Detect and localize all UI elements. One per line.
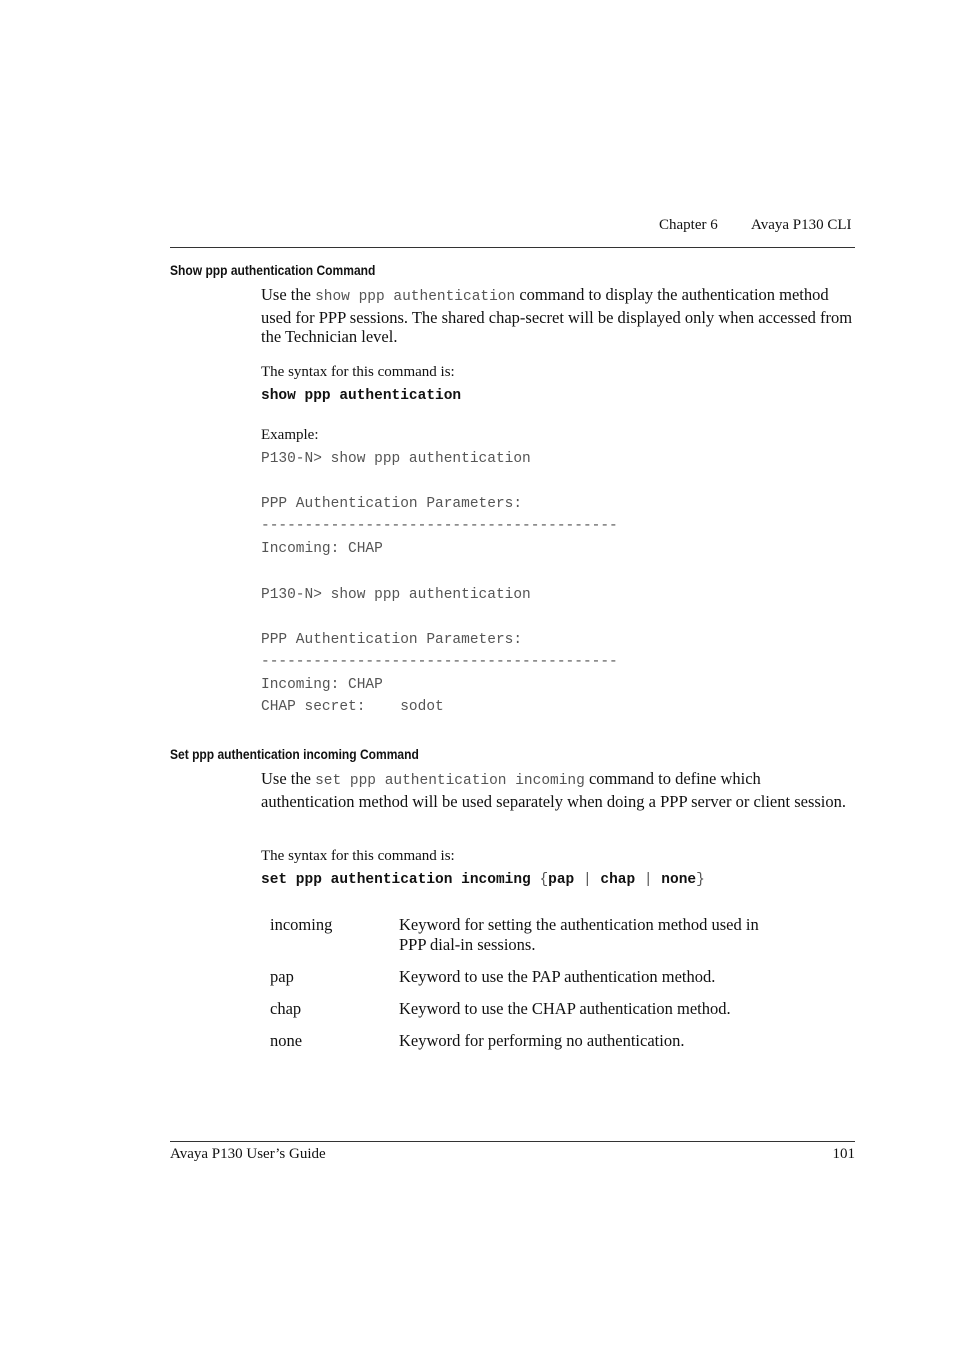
syntax-label: The syntax for this command is: bbox=[261, 848, 455, 864]
code-line: PPP Authentication Parameters: bbox=[261, 632, 523, 648]
syntax-separator: | bbox=[635, 872, 662, 888]
syntax-separator: | bbox=[574, 872, 601, 888]
header-rule bbox=[170, 247, 855, 248]
syntax-brace: } bbox=[696, 872, 705, 888]
code-line: ----------------------------------------- bbox=[261, 518, 618, 534]
syntax-command-name: set ppp authentication incoming bbox=[261, 872, 540, 888]
footer-guide-title: Avaya P130 User’s Guide bbox=[170, 1146, 326, 1162]
code-line: P130-N> show ppp authentication bbox=[261, 587, 531, 603]
inline-command: show ppp authentication bbox=[315, 289, 516, 305]
header-title: Avaya P130 CLI bbox=[751, 217, 852, 233]
code-line: Incoming: CHAP bbox=[261, 677, 383, 693]
syntax-command: show ppp authentication bbox=[261, 388, 462, 404]
section2-paragraph bbox=[261, 769, 855, 811]
para-text: command to define which authentication method will be used separately when doing a PPP server or client session. bbox=[261, 769, 847, 811]
example-label: Example: bbox=[261, 427, 319, 443]
para-text: Use the bbox=[261, 285, 316, 304]
page-number: 101 bbox=[832, 1146, 855, 1162]
inline-command: set ppp authentication incoming bbox=[315, 773, 585, 789]
header-chapter: Chapter 6 bbox=[659, 217, 718, 233]
syntax-command bbox=[261, 871, 705, 889]
syntax-brace: { bbox=[539, 872, 549, 888]
section1-paragraph bbox=[261, 285, 855, 347]
param-term: pap bbox=[270, 967, 294, 986]
code-line: PPP Authentication Parameters: bbox=[261, 496, 523, 512]
code-line: P130-N> show ppp authentication bbox=[261, 451, 531, 467]
section-heading-show-ppp: Show ppp authentication Command bbox=[170, 262, 376, 278]
section-heading-set-ppp: Set ppp authentication incoming Command bbox=[170, 746, 419, 762]
code-line: Incoming: CHAP bbox=[261, 541, 383, 557]
para-text: Use the bbox=[261, 769, 316, 788]
syntax-option: none bbox=[661, 872, 697, 888]
syntax-option: chap bbox=[600, 872, 636, 888]
param-description: Keyword to use the CHAP authentication method. bbox=[399, 999, 731, 1018]
param-term: incoming bbox=[270, 915, 333, 934]
param-description: Keyword for performing no authentication. bbox=[399, 1031, 685, 1050]
param-term: none bbox=[270, 1031, 303, 1050]
param-description: Keyword for setting the authentication method used in PPP dial-in sessions. bbox=[399, 915, 759, 954]
code-line: CHAP secret: sodot bbox=[261, 699, 444, 715]
code-line: ----------------------------------------- bbox=[261, 654, 618, 670]
footer-rule bbox=[170, 1141, 855, 1142]
syntax-option: pap bbox=[548, 872, 575, 888]
param-term: chap bbox=[270, 999, 302, 1018]
syntax-label: The syntax for this command is: bbox=[261, 364, 455, 380]
param-description: Keyword to use the PAP authentication method. bbox=[399, 967, 716, 986]
para-text: command to display the authentication method used for PPP sessions. The shared chap-secret will be displayed only when accessed from the Technician level. bbox=[261, 285, 853, 347]
